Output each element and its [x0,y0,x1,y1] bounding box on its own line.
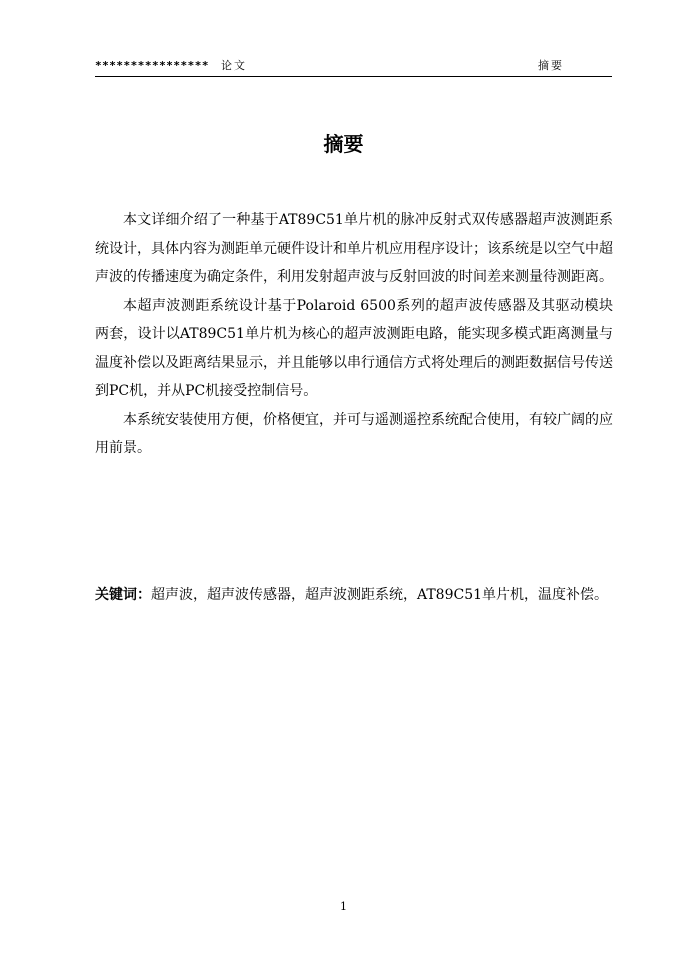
abstract-paragraph-1: 本文详细介绍了一种基于AT89C51单片机的脉冲反射式双传感器超声波测距系统设计，具体内容为测距单元硬件设计和单片机应用程序设计；该系统是以空气中超声波的传播速度为确定条件，利用发射超声波与反射回波的时间差来测量待测距离。 [95,212,613,285]
page-title: 摘要 [323,132,364,156]
header-section: 摘要 [538,59,564,72]
page-number: 1 [340,900,347,913]
keywords-label: 关键词： [95,587,151,603]
header-doc-type: 论文 [220,59,247,72]
abstract-body [95,206,613,463]
abstract-paragraph-2: 本超声波测距系统设计基于Polaroid 6500系列的超声波传感器及其驱动模块两套，设计以AT89C51单片机为核心的超声波测距电路，能实现多模式距离测量与温度补偿以及距离结果显示，并且能够以串行通信方式将处理后的测距数据信号传送到PC机，并从PC机接受控制信号。 [95,297,613,399]
abstract-paragraph-3: 本系统安装使用方便，价格便宜，并可与遥测遥控系统配合使用，有较广阔的应用前景。 [95,411,613,456]
header-stars: **************** [95,59,209,72]
page-header [95,57,612,77]
keywords-block [95,580,613,611]
keywords-text: 超声波，超声波传感器，超声波测距系统，AT89C51单片机，温度补偿。 [151,587,609,603]
header-left [95,57,247,73]
